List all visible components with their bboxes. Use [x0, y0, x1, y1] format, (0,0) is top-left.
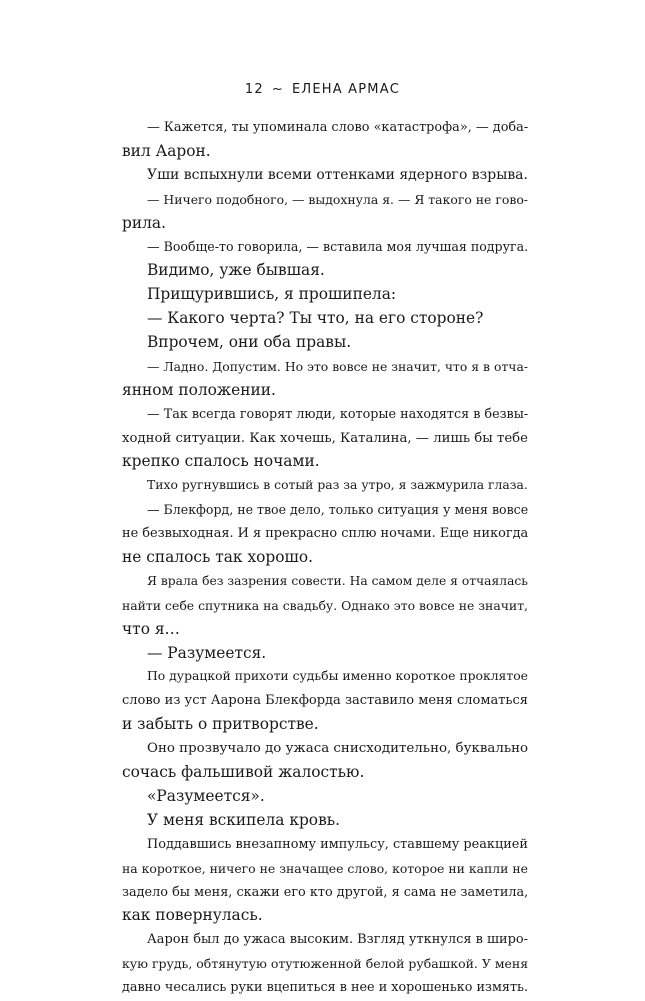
text-line: — Так всегда говорят люди, которые находятся в безвы- — [147, 406, 529, 422]
text-line: — Разумеется. — [147, 643, 267, 662]
text-line: Видимо, уже бывшая. — [147, 261, 325, 280]
text-line: Аарон был до ужаса высоким. Взгляд уткнулся в широ- — [147, 932, 528, 948]
text-line: — Кажется, ты упоминала слово «катастрофа», — доба- — [147, 120, 529, 135]
running-header — [0, 82, 645, 98]
text-line: — Какого черта? Ты что, на его стороне? — [147, 309, 484, 328]
text-line: — Ничего подобного, — выдохнула я. — Я такого не гово- — [147, 191, 528, 207]
text-line: слово из уст Аарона Блекфорда заставило меня сломаться — [122, 693, 528, 709]
text-line: что я… — [122, 619, 180, 638]
text-line: Поддавшись внезапному импульсу, ставшему реакцией — [147, 836, 528, 852]
text-line: рила. — [122, 213, 166, 232]
text-line: Впрочем, они оба правы. — [147, 333, 352, 352]
text-line: найти себе спутника на свадьбу. Однако это вовсе не значит, — [122, 597, 528, 613]
text-line: не безвыходная. И я прекрасно сплю ночами. Еще никогда — [122, 526, 529, 542]
text-line: Тихо ругнувшись в сотый раз за утро, я зажмурила глаза. — [147, 478, 528, 493]
text-line: Я врала без зазрения совести. На самом деле я отчаялась — [147, 573, 528, 588]
text-line: У меня вскипела кровь. — [147, 810, 340, 829]
page-number: 12 — [244, 82, 264, 97]
text-line: янном положении. — [122, 380, 276, 399]
text-line: сочась фальшивой жалостью. — [122, 763, 365, 782]
text-line: крепко спалось ночами. — [122, 452, 320, 471]
text-line: «Разумеется». — [147, 786, 265, 805]
text-line: Прищурившись, я прошипела: — [147, 285, 397, 304]
text-line: и забыть о притворстве. — [122, 715, 319, 734]
header-separator: ~ — [271, 82, 284, 97]
text-line: ходной ситуации. Как хочешь, Каталина, — лишь бы тебе — [122, 430, 528, 446]
page-body-text — [122, 116, 528, 1000]
text-line: Оно прозвучало до ужаса снисходительно, буквально — [147, 741, 529, 757]
text-line: кую грудь, обтянутую отутюженной белой рубашкой. У меня — [122, 956, 529, 972]
text-line: — Блекфорд, не твое дело, только ситуация у меня вовсе — [147, 502, 529, 518]
text-line: на короткое, ничего не значащее слово, которое ни капли не — [122, 860, 528, 876]
text-line: не спалось так хорошо. — [122, 548, 313, 567]
author-name: ЕЛЕНА АРМАС — [291, 82, 401, 97]
text-line: вил Аарон. — [122, 141, 211, 160]
text-line: задело бы меня, скажи его кто другой, я сама не заметила, — [122, 884, 529, 900]
text-line: давно чесались руки вцепиться в нее и хорошенько измять. — [122, 980, 528, 996]
text-line: — Вообще-то говорила, — вставила моя лучшая подруга. — [147, 239, 529, 255]
text-line: как повернулась. — [122, 906, 263, 925]
text-line: Уши вспыхнули всеми оттенками ядерного взрыва. — [147, 166, 528, 183]
text-line: По дурацкой прихоти судьбы именно короткое проклятое — [147, 669, 528, 684]
text-line: — Ладно. Допустим. Но это вовсе не значит, что я в отча- — [147, 358, 528, 374]
